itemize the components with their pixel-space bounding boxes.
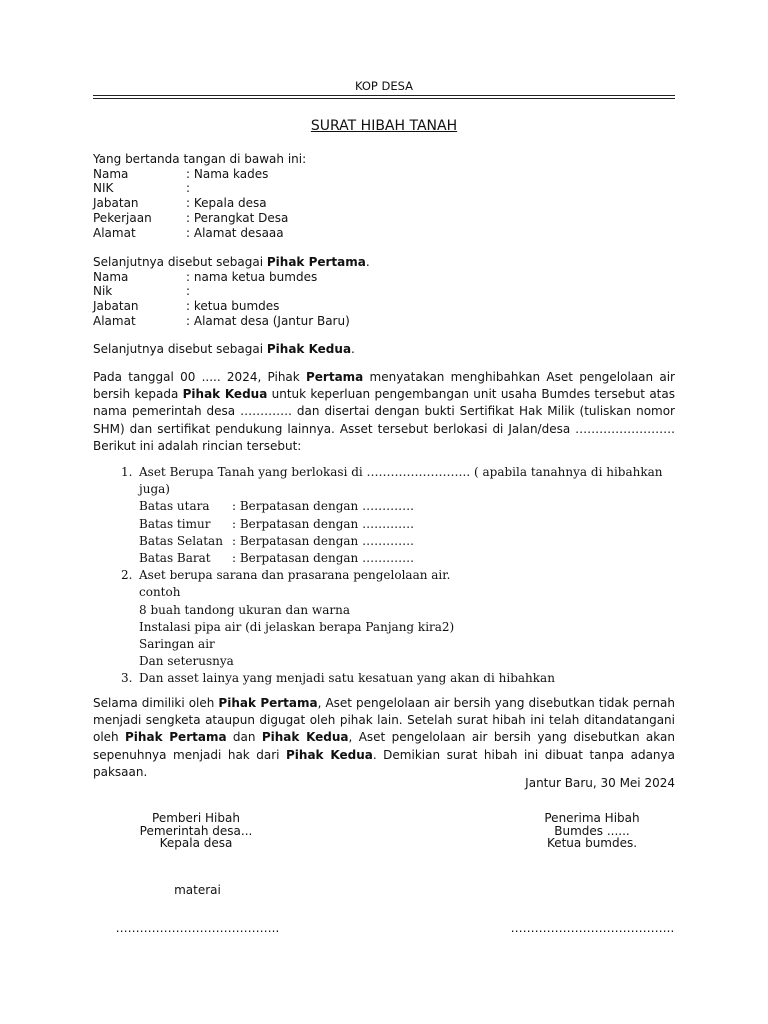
- list-sub-line: Dan seterusnya: [139, 654, 234, 669]
- party-one-row: [93, 167, 675, 182]
- party-two-row: [93, 270, 675, 285]
- grantee-signature-line: …………………………………..: [510, 921, 675, 935]
- list-sub-line: Instalasi pipa air (di jelaskan berapa Panjang kira2): [139, 619, 455, 634]
- paragraph-text: , Aset pengelolaan air bersih yang disebutkan akan sepenuhnya menjadi hak dari: [93, 730, 675, 762]
- list-sub-line: Saringan air: [139, 637, 215, 652]
- party-one-section: [93, 152, 675, 240]
- field-label: Jabatan: [93, 196, 139, 211]
- intro-text: Yang bertanda tangan di bawah ini:: [93, 152, 307, 166]
- field-value: : Alamat desa (Jantur Baru): [186, 313, 350, 328]
- list-item: [93, 567, 675, 584]
- boundary-value: : Berpatasan dengan ………….: [232, 516, 414, 531]
- paragraph-text: . Demikian surat hibah ini dibuat tanpa adanya paksaan.: [93, 747, 675, 779]
- boundary-label: Batas Selatan: [139, 533, 223, 548]
- list-sub-line: 8 buah tandong ukuran dan warna: [139, 602, 350, 617]
- field-label: Nama: [93, 166, 129, 181]
- paragraph-text: Pada tanggal 00 ..... 2024, Pihak: [93, 370, 306, 384]
- list-item-text: Aset Berupa Tanah yang berlokasi di …………………….. ( apabila tanahnya di hibahkan: [139, 465, 663, 479]
- stamp-duty-label: materai: [174, 883, 221, 897]
- signature-organization: Pemerintah desa...: [139, 823, 253, 838]
- boundary-value: : Berpatasan dengan ………….: [232, 499, 414, 514]
- field-value: : ketua bumdes: [186, 299, 280, 314]
- field-label: Nik: [93, 284, 113, 299]
- field-label: Alamat: [93, 225, 136, 240]
- grantor-signature-block: [116, 812, 276, 850]
- signature-organization: Bumdes ......: [554, 823, 630, 838]
- field-label: Alamat: [93, 313, 136, 328]
- paragraph-text: Selama dimiliki oleh: [93, 696, 219, 710]
- designation-prefix: Selanjutnya disebut sebagai: [93, 255, 267, 269]
- field-value: : Kepala desa: [186, 196, 267, 211]
- signature-role: Penerima Hibah: [544, 811, 640, 825]
- paragraph-text: , Aset pengelolaan air bersih yang disebutkan tidak pernah menjadi sengketa ataupun digugat oleh pihak lain. Setelah surat hibah ini telah ditandatangani oleh: [93, 696, 676, 745]
- paragraph-bold: Pihak Kedua: [182, 387, 268, 402]
- field-value: :: [186, 181, 191, 196]
- party-two-section: [93, 255, 675, 329]
- list-number: 1.: [121, 465, 133, 479]
- party-two-designation: [93, 342, 675, 357]
- closing-paragraph: [93, 695, 675, 781]
- party-two-row: [93, 284, 675, 299]
- designation-suffix: .: [351, 342, 355, 356]
- field-label: Jabatan: [93, 299, 139, 314]
- paragraph-text: untuk keperluan pengembangan unit usaha Bumdes tersebut atas nama pemerintah desa …………. dan disertai dengan bukti Sertifikat Hak Milik (tuliskan nomor SHM) dan sertifikat pendukung lainnya. Asset tersebut berlokasi di Jalan/desa ……………………. Berikut ini adalah rincian tersebut:: [93, 387, 675, 453]
- party-two-row: [93, 314, 675, 329]
- boundary-row: [93, 516, 675, 533]
- letterhead: KOP DESA: [354, 79, 414, 93]
- paragraph-bold: Pihak Pertama: [218, 696, 318, 710]
- list-item: [93, 464, 675, 481]
- party-one-row: [93, 196, 675, 211]
- grantor-signature-line: …………………………………..: [115, 921, 280, 935]
- boundary-value: : Berpatasan dengan ………….: [232, 533, 414, 548]
- designation-party: Pihak Pertama: [266, 255, 366, 269]
- boundary-row: [93, 550, 675, 567]
- signature-role: Pemberi Hibah: [152, 811, 240, 825]
- list-item-text: Aset berupa sarana dan prasarana pengelolaan air.: [139, 568, 451, 583]
- party-one-designation: [93, 255, 675, 270]
- party-one-row: [93, 181, 675, 196]
- field-label: Pekerjaan: [93, 210, 152, 225]
- paragraph-bold: Pihak Kedua: [286, 747, 373, 762]
- list-number: 2.: [121, 568, 133, 583]
- list-sub-line: contoh: [139, 585, 181, 600]
- grantee-signature-block: [512, 812, 672, 850]
- boundary-value: : Berpatasan dengan ………….: [232, 551, 414, 566]
- signature-title: Ketua bumdes.: [546, 836, 638, 850]
- list-item-text: Dan asset lainya yang menjadi satu kesatuan yang akan di hibahkan: [139, 671, 555, 686]
- party-two-row: [93, 299, 675, 314]
- field-label: Nama: [93, 269, 129, 284]
- paragraph-bold: Pihak Kedua: [261, 730, 349, 745]
- grant-statement-paragraph: [93, 369, 675, 455]
- paragraph-bold: Pertama: [305, 370, 364, 384]
- paragraph-text: menyatakan menghibahkan Aset pengelolaan air bersih kepada: [93, 370, 675, 402]
- document-title: SURAT HIBAH TANAH: [310, 118, 458, 134]
- field-label: NIK: [93, 181, 114, 196]
- party-one-row: [93, 211, 675, 226]
- letterhead-rule-thin: [93, 98, 675, 99]
- party-one-row: [93, 226, 675, 241]
- field-value: : Nama kades: [186, 166, 269, 181]
- boundary-label: Batas timur: [139, 516, 211, 531]
- designation-suffix: .: [365, 255, 370, 269]
- letterhead-rule-thick: [93, 95, 675, 96]
- list-number: 3.: [121, 671, 133, 686]
- designation-party: Pihak Kedua: [266, 342, 352, 356]
- signature-title: Kepala desa: [159, 836, 233, 850]
- field-value: : nama ketua bumdes: [186, 269, 318, 284]
- list-item-continuation: juga): [139, 482, 170, 497]
- field-value: :: [186, 284, 191, 299]
- paragraph-text: dan: [226, 730, 262, 745]
- field-value: : Alamat desaaa: [186, 225, 284, 240]
- field-value: : Perangkat Desa: [186, 210, 289, 225]
- boundary-label: Batas utara: [139, 499, 210, 514]
- list-item: [93, 670, 675, 687]
- designation-prefix: Selanjutnya disebut sebagai: [93, 342, 267, 356]
- boundary-label: Batas Barat: [139, 551, 211, 566]
- boundary-row: [93, 498, 675, 515]
- asset-details-list: [93, 464, 675, 688]
- place-and-date: Jantur Baru, 30 Mei 2024: [525, 776, 675, 790]
- paragraph-bold: Pihak Pertama: [125, 730, 227, 745]
- boundary-row: [93, 533, 675, 550]
